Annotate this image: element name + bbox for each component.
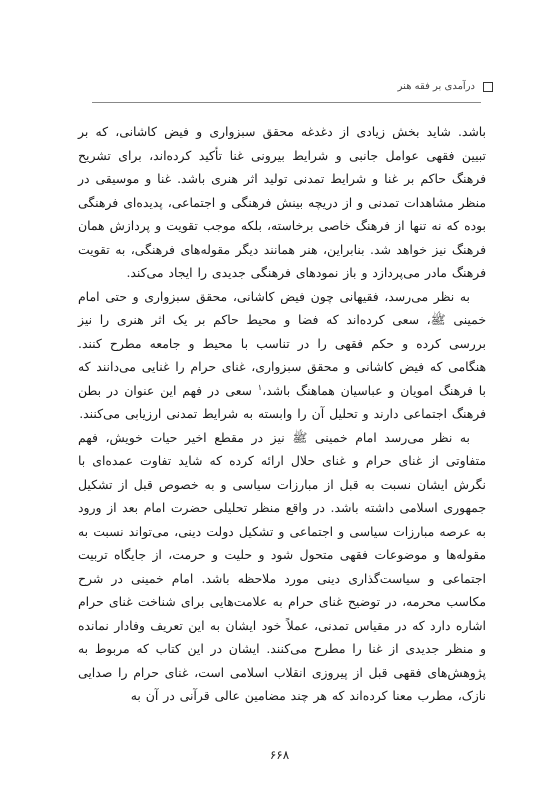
footnote-reference[interactable]: ۱ (257, 382, 263, 392)
paragraph-2-text-part-2: سعی در فهم این عنوان در بطن فرهنگ اجتماعی دارند و تحلیل آن را وابسته به شرایط تمدنی ارزیابی می‌کنند. (78, 382, 486, 421)
header-square-icon (483, 82, 493, 92)
page-number: ۶۶۸ (269, 748, 290, 762)
paragraph-2 (78, 285, 486, 426)
running-header-title: درآمدی بر فقه هنر (397, 81, 475, 92)
paragraph-2-text-part-1: به نظر می‌رسد، فقیهانی چون فیض کاشانی، محقق سبزواری و حتی امام خمینی ﷺ، سعی کرده‌اند که فضا و محیط حاکم بر یک اثر هنری را نیز بررسی کرده و حکم فقهی را در تناسب با محیط و جامعه مطرح کنند. هنگامی که فیض کاشانی و محقق سبزواری، غنای حرام را غنایی می‌دانند که با فرهنگ امویان و عباسیان هماهنگ باشد، (78, 288, 486, 398)
body-text (78, 120, 486, 708)
paragraph-1-text: باشد. شاید بخش زیادی از دغدغه محقق سبزواری و فیض کاشانی، که بر تبیین فقهی عوامل جانبی و شرایط بیرونی غنا تأکید کرده‌اند، برای تشریح فرهنگ حاکم بر غنا و شرایط تمدنی تولید اثر هنری باشد. غنا و موسیقی در منظر مشاهدات تمدنی و از دریچه بینش فرهنگی و اجتماعی، پدیده‌ای فرهنگی بوده که نه تنها از فرهنگ خاصی برخاسته، بلکه موجب تقویت و پردازش همان فرهنگ نیز خواهد شد. بنابراین، هنر همانند دیگر مقوله‌های فرهنگی، به تقویت فرهنگ مادر می‌پردازد و باز نمودهای فرهنگی جدیدی را ایجاد می‌کند. (78, 124, 486, 280)
running-header (92, 80, 481, 103)
paragraph-3 (78, 426, 486, 708)
paragraph-1 (78, 120, 486, 285)
paragraph-3-text: به نظر می‌رسد امام خمینی ﷺ نیز در مقطع اخیر حیات خویش، فهم متفاوتی از غنای حرام و غنای حلال ارائه کرده که شاید تفاوت عمده‌ای با نگرش ایشان نسبت به قبل از مبارزات سیاسی و به خصوص قبل از تشکیل جمهوری اسلامی داشته باشد. در واقع منظر تحلیلی حضرت امام بعد از ورود به عرصه مبارزات سیاسی و اجتماعی و تشکیل دولت دینی، می‌تواند نسبت به مقوله‌ها و موضوعات فقهی متحول شود و حلیت و حرمت، از جایگاه تربیت اجتماعی و سیاست‌گذاری دینی مورد ملاحظه باشد. امام خمینی در شرح مکاسب محرمه، در توضیح غنای حرام به علامت‌هایی برای شناخت غنای حرام اشاره دارد که در مقیاس تمدنی، عملاً خود ایشان به این تعریف وفادار نمانده و منظر جدیدی از غنا را مطرح می‌کنند. ایشان در این کتاب که مربوط به پژوهش‌های فقهی قبل از پیروزی انقلاب اسلامی است، غنای حرام را صدایی نازک، مطرب معنا کرده‌اند که هر چند مضامین عالی قرآنی در آن به (78, 429, 486, 703)
